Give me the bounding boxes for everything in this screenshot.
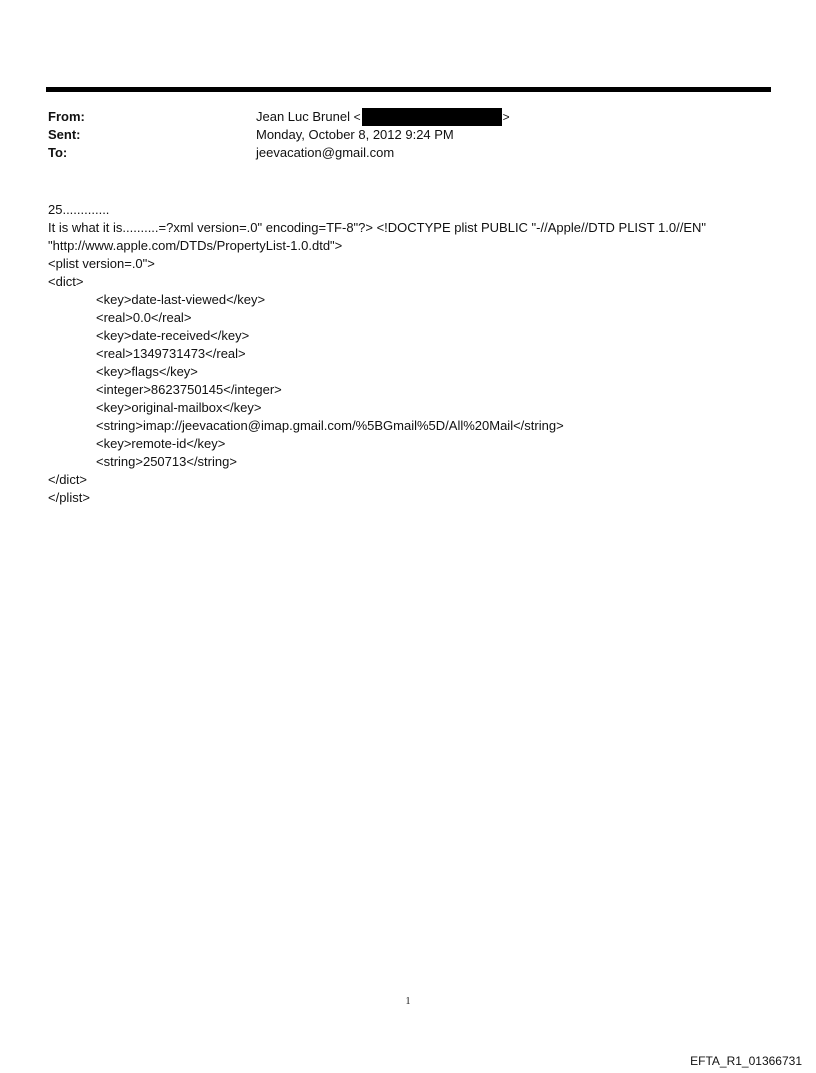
to-value: jeevacation@gmail.com [256,145,395,160]
body-line: <integer>8623750145</integer> [96,382,282,397]
sent-row [48,126,748,144]
body-line: <key>date-last-viewed</key> [96,292,266,307]
body-line: <string>imap://jeevacation@imap.gmail.com/%5BGmail%5D/All%20Mail</string> [96,418,564,433]
to-label: To: [48,145,68,160]
sent-value: Monday, October 8, 2012 9:24 PM [256,127,454,142]
page-number: 1 [405,996,411,1007]
from-value [256,108,510,126]
body-line: <string>250713</string> [96,454,237,469]
redaction-block [362,108,502,126]
body-line: "http://www.apple.com/DTDs/PropertyList-1.0.dtd"> [48,238,343,253]
sent-label: Sent: [48,127,81,142]
body-line: <real>0.0</real> [96,310,192,325]
body-line: </plist> [48,490,90,505]
body-line: </dict> [48,472,88,487]
email-body [48,201,788,507]
body-line: <key>remote-id</key> [96,436,226,451]
document-id: EFTA_R1_01366731 [690,1054,802,1068]
body-line: <key>original-mailbox</key> [96,400,262,415]
body-line: <dict> [48,274,84,289]
from-label: From: [48,109,85,124]
body-line: 25............. [48,202,110,217]
from-name: Jean Luc Brunel [256,109,350,124]
to-row [48,144,748,162]
header-rule [46,87,771,92]
body-line: <key>flags</key> [96,364,198,379]
from-row [48,108,748,126]
body-line: <real>1349731473</real> [96,346,246,361]
email-header [48,108,748,162]
body-line: <plist version=.0"> [48,256,155,271]
from-close-bracket: > [502,110,510,124]
body-line: <key>date-received</key> [96,328,250,343]
body-line: It is what it is..........=?xml version=.0" encoding=TF-8"?> <!DOCTYPE plist PUBLIC "-//Apple//DTD PLIST 1.0//EN" [48,220,706,235]
from-open-bracket: < [353,110,361,124]
redacted-email [350,108,510,126]
